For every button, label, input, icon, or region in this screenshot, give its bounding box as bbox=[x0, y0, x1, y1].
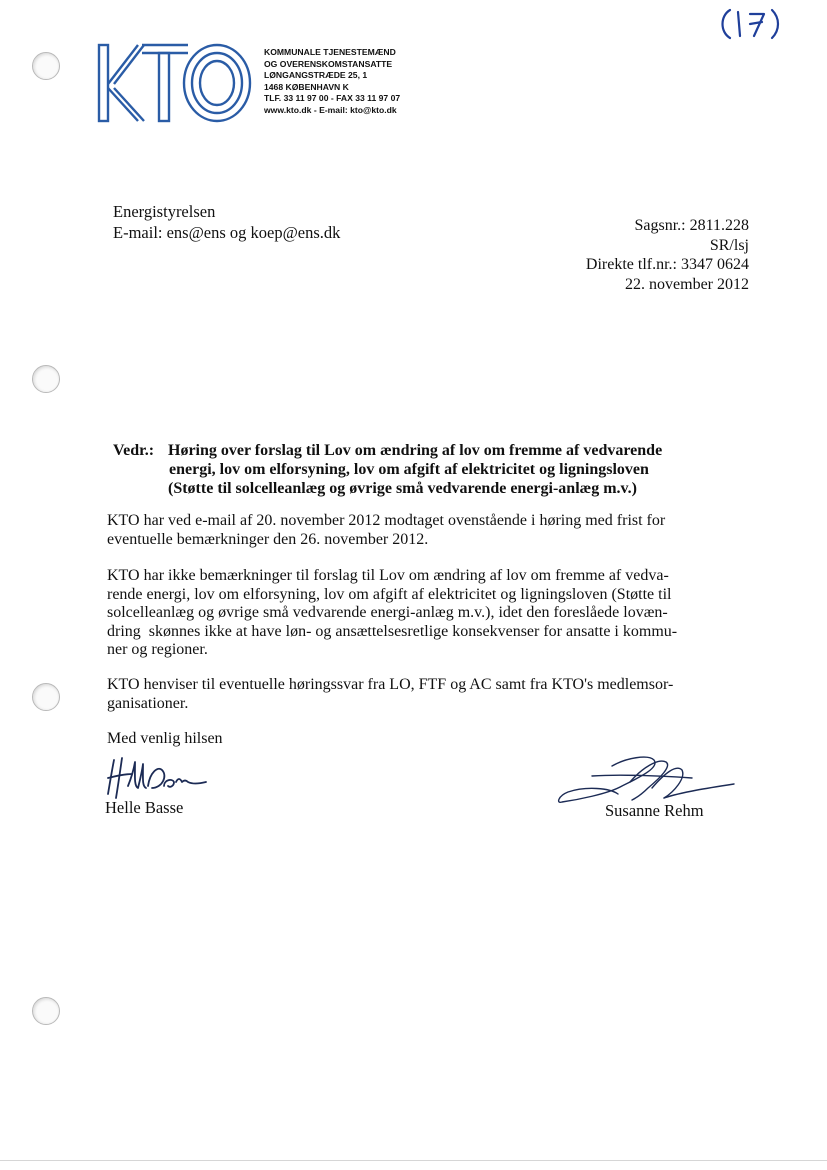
paragraph-1-line-2: eventuelle bemærkninger den 26. november 2012. bbox=[107, 530, 429, 548]
case-number: Sagsnr.: 2811.228 bbox=[634, 217, 749, 234]
subject-text bbox=[168, 441, 728, 498]
punch-hole-1 bbox=[32, 52, 60, 80]
web-email: www.kto.dk - E-mail: kto@kto.dk bbox=[264, 104, 397, 115]
signatory-name-right: Susanne Rehm bbox=[605, 801, 704, 820]
paragraph-3-line-2: ganisationer. bbox=[107, 694, 189, 712]
paragraph-2-line-2: rende energi, lov om elforsyning, lov om afgift af elektricitet og ligningsloven (Støtte til bbox=[107, 585, 672, 603]
paragraph-3-line-1: KTO henviser til eventuelle høringssvar fra LO, FTF og AC samt fra KTO's medlemsor- bbox=[107, 676, 674, 693]
organisation-address bbox=[264, 47, 400, 117]
org-name-line-2: OG OVERENSKOMSTANSATTE bbox=[264, 58, 393, 69]
direct-phone: Direkte tlf.nr.: 3347 0624 bbox=[585, 256, 749, 273]
page-number-drawing bbox=[716, 2, 786, 44]
handwritten-page-number bbox=[716, 2, 786, 44]
punch-hole-3 bbox=[32, 683, 60, 711]
org-name-line-1: KOMMUNALE TJENESTEMÆND bbox=[264, 47, 396, 57]
subject-line-2: energi, lov om elforsyning, lov om afgift af elektricitet og ligningsloven bbox=[169, 461, 649, 478]
kto-logo bbox=[96, 42, 256, 124]
addressee-email: E-mail: ens@ens og koep@ens.dk bbox=[113, 223, 341, 242]
paragraph-2-line-5: ner og regioner. bbox=[107, 641, 208, 658]
reference-block bbox=[586, 216, 749, 294]
punch-hole-4 bbox=[32, 997, 60, 1025]
addressee-block bbox=[113, 201, 340, 243]
letter-date: 22. november 2012 bbox=[625, 275, 749, 293]
closing-greeting: Med venlig hilsen bbox=[107, 730, 223, 747]
paragraph-1-line-1: KTO har ved e-mail af 20. november 2012 modtaget ovenstående i høring med frist for bbox=[107, 512, 666, 529]
body-paragraph-3 bbox=[107, 676, 732, 713]
signature-left bbox=[102, 752, 232, 804]
punch-hole-2 bbox=[32, 365, 60, 393]
street-address: LØNGANGSTRÆDE 25, 1 bbox=[264, 70, 368, 81]
subject-line-3: (Støtte til solcelleanlæg og øvrige små vedvarende energi-anlæg m.v.) bbox=[168, 480, 637, 497]
paragraph-2-line-3: solcelleanlæg og øvrige små vedvarende energi-anlæg m.v.), idet den foreslåede lovæn- bbox=[107, 604, 668, 621]
subject-label: Vedr.: bbox=[113, 442, 155, 459]
subject-line-1: Høring over forslag til Lov om ændring af lov om fremme af vedvarende bbox=[168, 442, 663, 459]
body-paragraph-1 bbox=[107, 512, 732, 549]
initials: SR/lsj bbox=[709, 236, 749, 254]
body-paragraph-2 bbox=[107, 567, 732, 660]
signatory-name-left: Helle Basse bbox=[105, 798, 184, 817]
paragraph-2-line-4: dring skønnes ikke at have løn- og ansættelsesretlige konsekvenser for ansatte i kommu- bbox=[107, 622, 678, 640]
page-bottom-edge bbox=[0, 1160, 827, 1161]
addressee-name: Energistyrelsen bbox=[113, 202, 216, 221]
paragraph-2-line-1: KTO har ikke bemærkninger til forslag til Lov om ændring af lov om fremme af vedva- bbox=[107, 567, 669, 584]
phone-fax: TLF. 33 11 97 00 - FAX 33 11 97 07 bbox=[264, 93, 401, 104]
postal-city: 1468 KØBENHAVN K bbox=[264, 81, 349, 92]
